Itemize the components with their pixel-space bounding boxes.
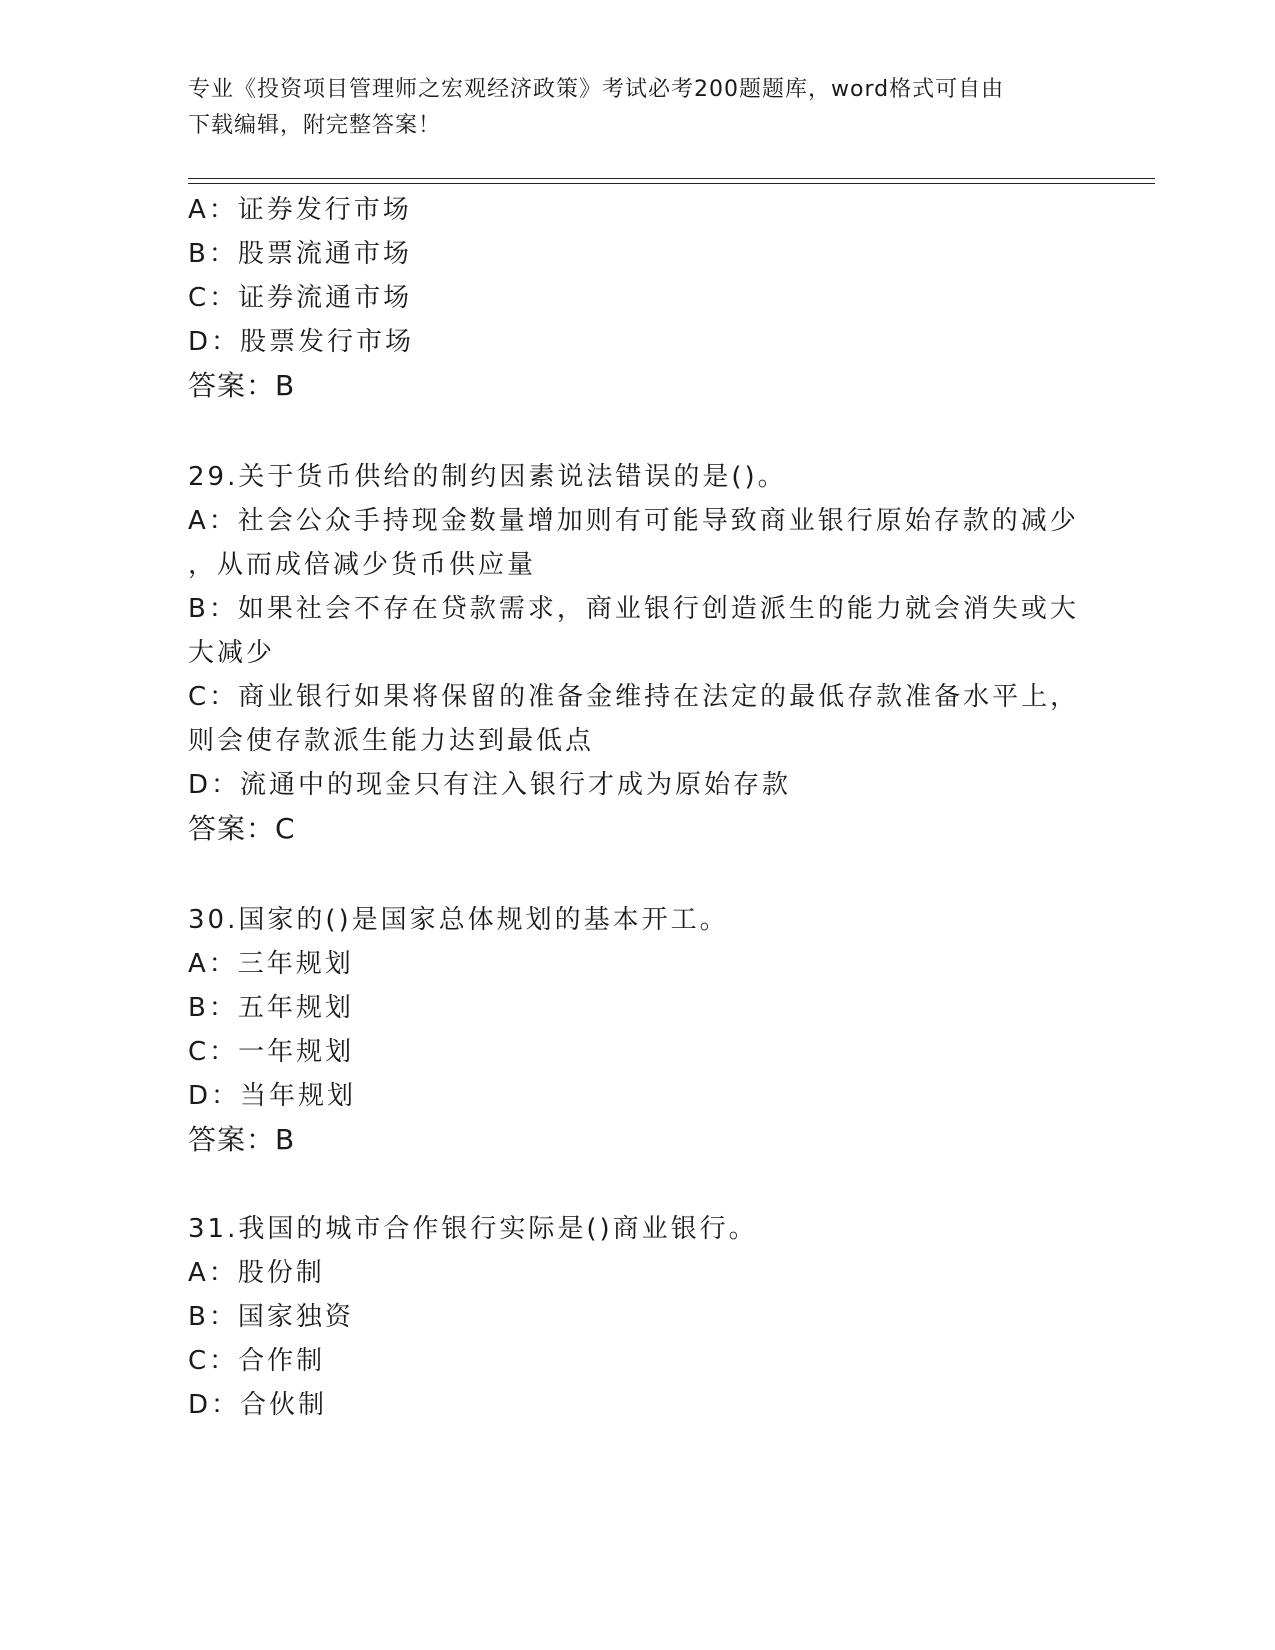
q31-option-d: D：合伙制: [188, 1390, 328, 1420]
header-line-2: 下载编辑，附完整答案！: [188, 113, 442, 138]
q29-option-b-line2: 大减少: [188, 638, 276, 668]
q28-option-d: D：股票发行市场: [188, 327, 415, 357]
header-rule-top: [188, 178, 1155, 179]
q28-option-a: A：证券发行市场: [188, 195, 412, 225]
q31-option-c: C：合作制: [188, 1346, 326, 1376]
header-line-1: 专业《投资项目管理师之宏观经济政策》考试必考200题题库，word格式可自由: [188, 77, 1005, 102]
document-header: [188, 72, 1068, 144]
q31-option-b: B：国家独资: [188, 1302, 354, 1332]
header-rule-bottom: [188, 183, 1155, 184]
q28-answer: 答案：B: [188, 369, 296, 402]
q29-answer: 答案：C: [188, 812, 296, 845]
q30-option-c: C：一年规划: [188, 1037, 355, 1067]
q28-option-b: B：股票流通市场: [188, 239, 412, 269]
q31-option-a: A：股份制: [188, 1258, 325, 1288]
q30-question: 30.国家的()是国家总体规划的基本开工。: [188, 905, 729, 935]
q29-option-c-line1: C：商业银行如果将保留的准备金维持在法定的最低存款准备水平上，: [188, 682, 1080, 712]
q30-answer: 答案：B: [188, 1123, 296, 1156]
q30-option-b: B：五年规划: [188, 993, 354, 1023]
q29-option-d: D：流通中的现金只有注入银行才成为原始存款: [188, 770, 792, 800]
q31-question: 31.我国的城市合作银行实际是()商业银行。: [188, 1214, 758, 1244]
q29-option-a-line1: A：社会公众手持现金数量增加则有可能导致商业银行原始存款的减少: [188, 506, 1079, 536]
q30-option-d: D：当年规划: [188, 1081, 357, 1111]
q28-option-c: C：证券流通市场: [188, 283, 413, 313]
q29-option-b-line1: B：如果社会不存在贷款需求，商业银行创造派生的能力就会消失或大: [188, 594, 1079, 624]
q30-option-a: A：三年规划: [188, 949, 354, 979]
q29-question: 29.关于货币供给的制约因素说法错误的是()。: [188, 462, 787, 492]
q29-option-c-line2: 则会使存款派生能力达到最低点: [188, 726, 595, 756]
q29-option-a-line2: ，从而成倍减少货币供应量: [188, 550, 537, 580]
